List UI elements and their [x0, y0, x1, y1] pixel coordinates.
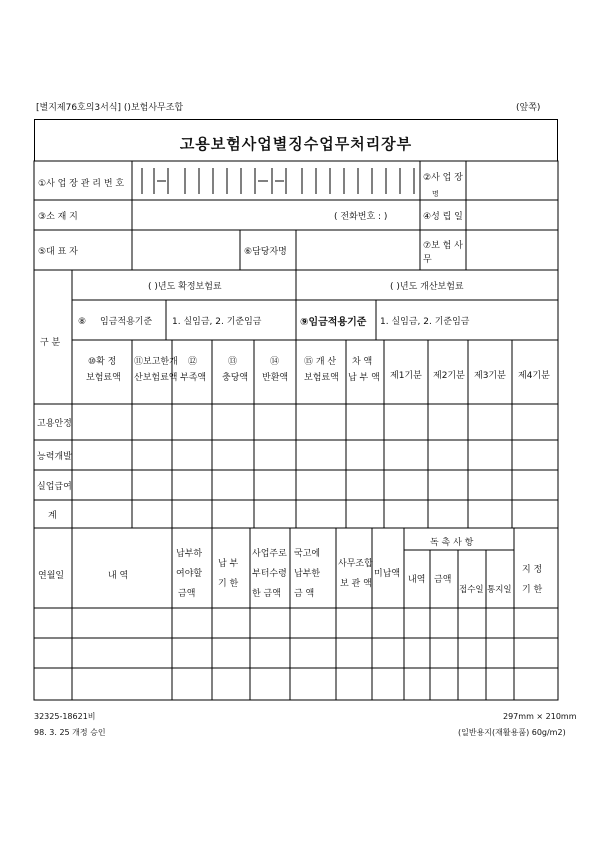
- label-wage-options-left: 1. 실임금, 2. 기준임금: [172, 317, 262, 327]
- label-office: ⑦보 험 사: [423, 241, 463, 251]
- label-representative: ⑤대 표 자: [38, 247, 78, 257]
- ledger-national-3: 금 액: [294, 589, 315, 599]
- col-q1: 제1기분: [390, 371, 422, 381]
- label-workplace-no: ①사 업 장 관 리 번 호: [38, 179, 125, 189]
- ledger-sub-notified: 통지일: [487, 585, 512, 595]
- col-reported-2: 산보험료액: [134, 373, 178, 383]
- label-wage-basis-left: 임금적용기준: [100, 317, 153, 327]
- col-shortage-2: 부족액: [180, 373, 207, 383]
- col-diff-1: 차 액: [352, 357, 373, 367]
- page-side-label: (앞쪽): [516, 103, 541, 113]
- label-workplace-name: ②사 업 장: [423, 173, 463, 183]
- ledger-unpaid: 미납액: [374, 569, 401, 579]
- col-allocated-2: 충당액: [222, 373, 249, 383]
- label-estimated-premium: ( )년도 개산보험료: [390, 282, 464, 292]
- ledger-dues-3: 금액: [178, 589, 196, 599]
- label-manager: ⑥담당자명: [244, 247, 287, 257]
- label-confirmed-premium: ( )년도 확정보험료: [148, 282, 222, 292]
- col-diff-2: 납 부 액: [348, 373, 380, 383]
- label-phone: ( 전화번호 : ): [334, 212, 388, 222]
- ledger-due-2: 기 한: [522, 585, 543, 595]
- col-estimated-2: 보험료액: [304, 373, 339, 383]
- ledger-due-1: 지 정: [522, 565, 543, 575]
- label-est-date: ④성 립 일: [423, 212, 463, 222]
- ledger-union-2: 보 관 액: [340, 579, 372, 589]
- ledger-owner-3: 한 금액: [252, 589, 281, 599]
- ledger-national-2: 납부한: [294, 569, 321, 579]
- col-shortage-1: ⑫: [188, 357, 198, 367]
- ledger-owner-2: 부터수령: [252, 569, 287, 579]
- ledger-date: 연월일: [38, 571, 65, 581]
- row-label-total: 계: [48, 511, 57, 521]
- ledger-dues-1: 납부하: [176, 549, 203, 559]
- ledger-deadline-1: 납 부: [218, 559, 239, 569]
- label-wage-num-left: ⑧: [78, 317, 87, 327]
- form-code: 32325-18621비: [34, 712, 96, 721]
- ledger-sub-amount: 금액: [434, 575, 452, 585]
- col-confirmed-1: ⑩확 정: [88, 357, 117, 367]
- page-title: 고용보험사업별징수업무처리장부: [179, 135, 413, 153]
- ledger-deadline-2: 기 한: [218, 579, 239, 589]
- col-q4: 제4기분: [518, 371, 550, 381]
- col-confirmed-2: 보험료액: [86, 373, 121, 383]
- col-allocated-1: ⑬: [228, 357, 238, 367]
- label-office-cont: 무: [423, 255, 432, 265]
- ledger-union-1: 사무조합: [338, 559, 373, 569]
- ledger-sub-details: 내역: [408, 575, 426, 585]
- label-wage-options-right: 1. 실임금, 2. 기준임금: [380, 317, 470, 327]
- col-q2: 제2기분: [433, 371, 465, 381]
- ledger-owner-1: 사업주로: [252, 549, 287, 559]
- ledger-national-1: 국고에: [294, 549, 321, 559]
- ledger-demand: 독 촉 사 항: [430, 538, 474, 548]
- label-workplace-name-cont: 명: [432, 190, 439, 198]
- ledger-dues-2: 여야할: [176, 569, 203, 579]
- label-address: ③소 재 지: [38, 212, 78, 222]
- col-refund-1: ⑭: [270, 357, 280, 367]
- paper-size: 297mm × 210mm: [503, 712, 577, 721]
- row-label-skill-development: 능력개발: [37, 452, 72, 462]
- form-reference: [별지제76호의3서식] ()보험사무조합: [36, 103, 184, 113]
- row-label-unemployment-benefit: 실업급여: [37, 482, 72, 492]
- col-q3: 제3기분: [474, 371, 506, 381]
- ledger-details: 내 역: [108, 571, 129, 581]
- approval-date: 98. 3. 25 개정 승인: [34, 728, 106, 737]
- col-estimated-1: ⑮ 개 산: [304, 357, 337, 367]
- label-wage-basis-right: ⑨임금적용기준: [300, 317, 367, 328]
- ledger-sub-received: 접수일: [459, 585, 484, 595]
- label-gubun: 구 분: [40, 338, 61, 348]
- paper-type: (일반용지(재활용품) 60g/m2): [458, 728, 566, 737]
- row-label-employment-stability: 고용안정: [37, 419, 72, 429]
- col-reported-1: ⑪보고한개: [134, 357, 178, 367]
- col-refund-2: 반환액: [262, 373, 289, 383]
